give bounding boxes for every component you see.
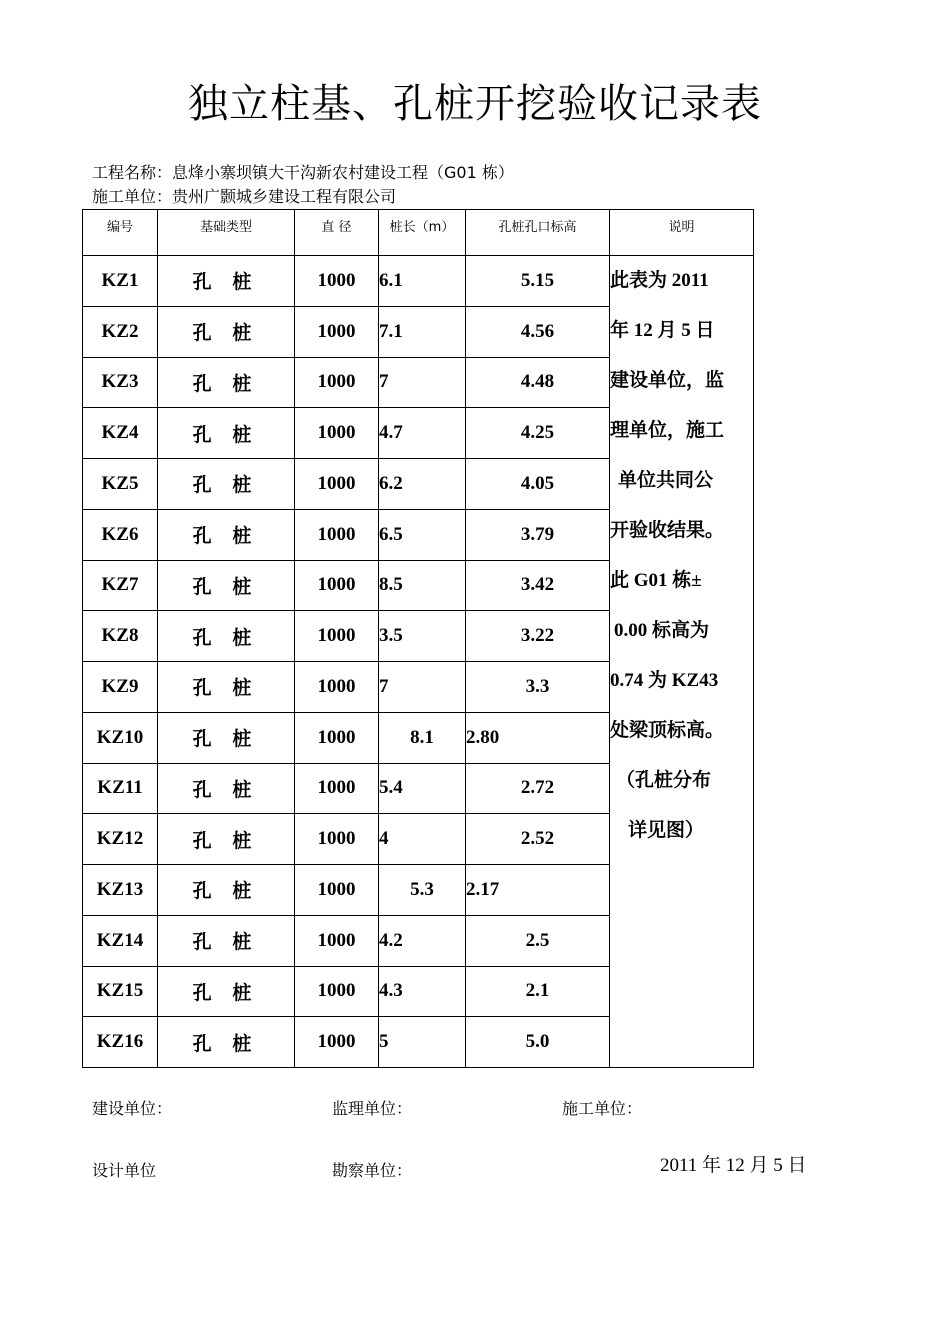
pile-diameter-cell: 1000 — [295, 459, 379, 510]
pile-type-cell: 孔 桩 — [158, 256, 295, 307]
pile-elevation-cell: 4.56 — [466, 306, 610, 357]
pile-length-cell: 7 — [379, 357, 466, 408]
pile-diameter-cell: 1000 — [295, 357, 379, 408]
pile-type-cell: 孔 桩 — [158, 915, 295, 966]
builder-signature-label: 施工单位： — [562, 1099, 643, 1118]
contractor-name: 施工单位：贵州广颢城乡建设工程有限公司 — [92, 187, 397, 206]
pile-length-cell: 4.7 — [379, 408, 466, 459]
pile-elevation-cell: 4.25 — [466, 408, 610, 459]
table-row — [83, 256, 754, 307]
pile-diameter-cell: 1000 — [295, 865, 379, 916]
pile-type-cell: 孔 桩 — [158, 865, 295, 916]
pile-id-cell: KZ15 — [83, 966, 158, 1017]
pile-length-cell: 6.2 — [379, 459, 466, 510]
pile-id-cell: KZ7 — [83, 560, 158, 611]
surveyor-signature-label: 勘察单位： — [332, 1161, 413, 1180]
pile-elevation-cell: 2.1 — [466, 966, 610, 1017]
note-line: 0.00 标高为 — [614, 620, 710, 641]
header-id: 编号 — [83, 210, 158, 256]
pile-diameter-cell: 1000 — [295, 662, 379, 713]
pile-length-cell: 5.3 — [379, 865, 466, 916]
pile-elevation-cell: 2.80 — [466, 712, 610, 763]
pile-length-cell: 5 — [379, 1017, 466, 1068]
acceptance-table — [82, 209, 754, 1068]
pile-elevation-cell: 5.0 — [466, 1017, 610, 1068]
header-type: 基础类型 — [158, 210, 295, 256]
pile-diameter-cell: 1000 — [295, 256, 379, 307]
pile-length-cell: 6.5 — [379, 509, 466, 560]
pile-id-cell: KZ2 — [83, 306, 158, 357]
pile-diameter-cell: 1000 — [295, 509, 379, 560]
pile-length-cell: 8.1 — [379, 712, 466, 763]
pile-elevation-cell: 3.79 — [466, 509, 610, 560]
pile-type-cell: 孔 桩 — [158, 712, 295, 763]
pile-length-cell: 7 — [379, 662, 466, 713]
pile-elevation-cell: 5.15 — [466, 256, 610, 307]
pile-id-cell: KZ13 — [83, 865, 158, 916]
header-note: 说明 — [610, 210, 754, 256]
pile-type-cell: 孔 桩 — [158, 408, 295, 459]
pile-id-cell: KZ16 — [83, 1017, 158, 1068]
pile-type-cell: 孔 桩 — [158, 459, 295, 510]
pile-diameter-cell: 1000 — [295, 814, 379, 865]
pile-diameter-cell: 1000 — [295, 712, 379, 763]
note-line: 单位共同公 — [618, 470, 714, 491]
supervisor-signature-label: 监理单位： — [332, 1099, 413, 1118]
pile-length-cell: 3.5 — [379, 611, 466, 662]
pile-type-cell: 孔 桩 — [158, 763, 295, 814]
pile-type-cell: 孔 桩 — [158, 357, 295, 408]
pile-type-cell: 孔 桩 — [158, 814, 295, 865]
pile-id-cell: KZ1 — [83, 256, 158, 307]
pile-elevation-cell: 2.5 — [466, 915, 610, 966]
pile-type-cell: 孔 桩 — [158, 306, 295, 357]
header-elevation: 孔桩孔口标高 — [466, 210, 610, 256]
note-line: 此 G01 栋± — [610, 570, 702, 591]
pile-id-cell: KZ14 — [83, 915, 158, 966]
pile-length-cell: 4.2 — [379, 915, 466, 966]
pile-type-cell: 孔 桩 — [158, 966, 295, 1017]
pile-length-cell: 4 — [379, 814, 466, 865]
pile-type-cell: 孔 桩 — [158, 662, 295, 713]
pile-length-cell: 6.1 — [379, 256, 466, 307]
pile-type-cell: 孔 桩 — [158, 1017, 295, 1068]
pile-id-cell: KZ5 — [83, 459, 158, 510]
pile-id-cell: KZ8 — [83, 611, 158, 662]
note-line: 0.74 为 KZ43 — [610, 670, 719, 691]
note-line: 理单位，施工 — [610, 420, 725, 441]
page-title: 独立柱基、孔桩开挖验收记录表 — [188, 81, 762, 127]
pile-elevation-cell: 2.17 — [466, 865, 610, 916]
pile-id-cell: KZ3 — [83, 357, 158, 408]
pile-elevation-cell: 3.3 — [466, 662, 610, 713]
pile-length-cell: 4.3 — [379, 966, 466, 1017]
note-line: （孔桩分布 — [616, 770, 712, 791]
owner-signature-label: 建设单位： — [92, 1099, 173, 1118]
pile-length-cell: 7.1 — [379, 306, 466, 357]
pile-diameter-cell: 1000 — [295, 763, 379, 814]
remarks-cell — [610, 256, 754, 1068]
pile-length-cell: 8.5 — [379, 560, 466, 611]
pile-id-cell: KZ4 — [83, 408, 158, 459]
pile-id-cell: KZ6 — [83, 509, 158, 560]
pile-type-cell: 孔 桩 — [158, 509, 295, 560]
pile-elevation-cell: 4.48 — [466, 357, 610, 408]
pile-elevation-cell: 4.05 — [466, 459, 610, 510]
note-line: 处梁顶标高。 — [610, 720, 725, 741]
pile-length-cell: 5.4 — [379, 763, 466, 814]
pile-id-cell: KZ9 — [83, 662, 158, 713]
pile-type-cell: 孔 桩 — [158, 560, 295, 611]
note-line: 此表为 2011 — [610, 270, 709, 291]
pile-diameter-cell: 1000 — [295, 408, 379, 459]
note-line: 详见图） — [628, 820, 705, 841]
pile-diameter-cell: 1000 — [295, 915, 379, 966]
pile-id-cell: KZ11 — [83, 763, 158, 814]
pile-id-cell: KZ12 — [83, 814, 158, 865]
sign-date: 2011 年 12 月 5 日 — [660, 1155, 807, 1176]
pile-elevation-cell: 3.42 — [466, 560, 610, 611]
note-line: 开验收结果。 — [610, 520, 725, 541]
pile-diameter-cell: 1000 — [295, 1017, 379, 1068]
note-line: 年 12 月 5 日 — [610, 320, 715, 341]
designer-signature-label: 设计单位 — [92, 1161, 157, 1180]
project-name: 工程名称：息烽小寨坝镇大干沟新农村建设工程（G01 栋） — [92, 163, 514, 182]
table-header-row — [83, 210, 754, 256]
pile-id-cell: KZ10 — [83, 712, 158, 763]
pile-diameter-cell: 1000 — [295, 611, 379, 662]
pile-diameter-cell: 1000 — [295, 966, 379, 1017]
pile-type-cell: 孔 桩 — [158, 611, 295, 662]
pile-diameter-cell: 1000 — [295, 560, 379, 611]
pile-diameter-cell: 1000 — [295, 306, 379, 357]
pile-elevation-cell: 2.72 — [466, 763, 610, 814]
header-length: 桩长（m） — [379, 210, 466, 256]
pile-elevation-cell: 3.22 — [466, 611, 610, 662]
header-diameter: 直 径 — [295, 210, 379, 256]
note-line: 建设单位，监 — [610, 370, 725, 391]
pile-elevation-cell: 2.52 — [466, 814, 610, 865]
